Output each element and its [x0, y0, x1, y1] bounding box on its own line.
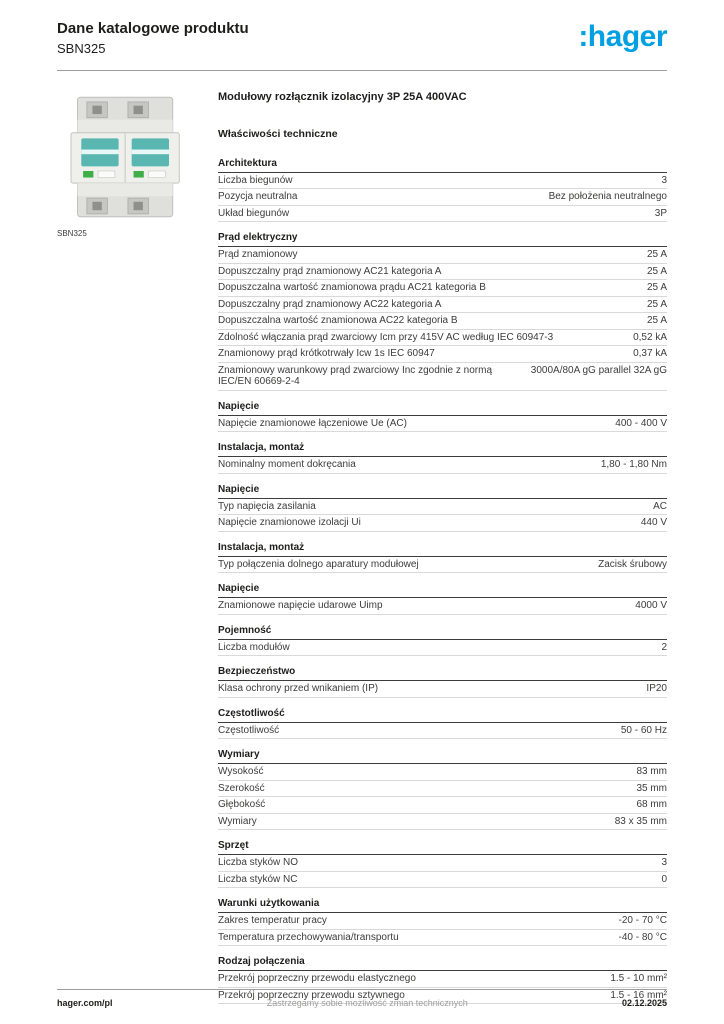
spec-value: Zacisk śrubowy — [598, 558, 667, 570]
spec-value: 68 mm — [636, 799, 667, 811]
main-content — [0, 71, 724, 1013]
spec-label: Liczba biegunów — [218, 174, 293, 186]
spec-row — [218, 247, 667, 264]
spec-row — [218, 499, 667, 516]
spec-value: 25 A — [646, 249, 667, 261]
specs-column — [218, 91, 667, 1013]
spec-label: Nominalny moment dokręcania — [218, 459, 356, 471]
spec-sections — [218, 156, 667, 1005]
spec-row — [218, 781, 667, 798]
spec-label: Dopuszczalny prąd znamionowy AC21 kategoria A — [218, 265, 442, 277]
section-title: Warunki użytkowania — [218, 896, 667, 913]
section-title: Wymiary — [218, 747, 667, 764]
spec-label: Dopuszczalna wartość znamionowa AC22 kategoria B — [218, 315, 458, 327]
spec-value: 0,37 kA — [633, 348, 667, 360]
spec-row — [218, 280, 667, 297]
spec-label: Znamionowy warunkowy prąd zwarciowy Inc zgodnie z normą IEC/EN 60669-2-4 — [218, 364, 493, 388]
spec-row — [218, 173, 667, 190]
section-title: Napięcie — [218, 399, 667, 416]
section-title: Prąd elektryczny — [218, 230, 667, 247]
spec-row — [218, 557, 667, 574]
spec-row — [218, 797, 667, 814]
page-title: Dane katalogowe produktu — [57, 20, 249, 37]
spec-value: 83 mm — [636, 766, 667, 778]
modular-switch-illustration — [57, 91, 197, 223]
spec-section — [218, 581, 667, 615]
spec-value: 3 — [661, 857, 667, 869]
footer-date: 02.12.2025 — [621, 998, 667, 1008]
spec-value: 83 x 35 mm — [614, 815, 667, 827]
header — [0, 0, 724, 56]
spec-value: 25 A — [646, 282, 667, 294]
spec-value: 400 - 400 V — [615, 417, 667, 429]
spec-section — [218, 230, 667, 391]
footer-website-link[interactable]: hager.com/pl — [57, 998, 113, 1008]
spec-row — [218, 313, 667, 330]
spec-label: Znamionowe napięcie udarowe Uimp — [218, 600, 383, 612]
footer — [57, 989, 667, 1008]
spec-value: 440 V — [640, 517, 667, 529]
product-image-caption: SBN325 — [57, 228, 87, 238]
spec-section — [218, 664, 667, 698]
spec-row — [218, 764, 667, 781]
spec-label: Częstotliwość — [218, 724, 280, 736]
product-image-column — [57, 91, 202, 238]
spec-value: 3000A/80A gG parallel 32A gG — [530, 364, 667, 376]
spec-label: Typ napięcia zasilania — [218, 500, 316, 512]
spec-section — [218, 156, 667, 223]
spec-label: Dopuszczalna wartość znamionowa prądu AC21 kategoria B — [218, 282, 486, 294]
spec-section — [218, 482, 667, 532]
spec-row — [218, 971, 667, 988]
spec-label: Liczba modułów — [218, 641, 290, 653]
spec-row — [218, 814, 667, 831]
spec-row — [218, 872, 667, 889]
spec-label: Przekrój poprzeczny przewodu sztywnego — [218, 989, 405, 1001]
spec-value: -40 - 80 °C — [618, 931, 667, 943]
spec-section — [218, 440, 667, 474]
spec-value: 3 — [661, 174, 667, 186]
spec-row — [218, 855, 667, 872]
spec-row — [218, 363, 667, 391]
spec-row — [218, 913, 667, 930]
spec-label: Znamionowy prąd krótkotrwały Icw 1s IEC 60947 — [218, 348, 435, 360]
spec-value: 25 A — [646, 315, 667, 327]
spec-label: Szerokość — [218, 782, 265, 794]
spec-label: Liczba styków NO — [218, 857, 299, 869]
spec-row — [218, 346, 667, 363]
spec-value: 35 mm — [636, 782, 667, 794]
spec-row — [218, 681, 667, 698]
spec-value: 25 A — [646, 265, 667, 277]
section-title: Bezpieczeństwo — [218, 664, 667, 681]
spec-label: Zdolność włączania prąd zwarciowy Icm przy 415V AC według IEC 60947-3 — [218, 331, 554, 343]
spec-section — [218, 896, 667, 946]
spec-value: 25 A — [646, 298, 667, 310]
spec-section — [218, 623, 667, 657]
spec-label: Przekrój poprzeczny przewodu elastycznego — [218, 973, 416, 985]
spec-label: Pozycja neutralna — [218, 191, 298, 203]
header-text — [57, 20, 249, 56]
spec-value: AC — [653, 500, 667, 512]
spec-label: Liczba styków NC — [218, 873, 298, 885]
section-title: Instalacja, montaż — [218, 540, 667, 557]
section-title: Sprzęt — [218, 838, 667, 855]
section-title: Architektura — [218, 156, 667, 173]
spec-row — [218, 723, 667, 740]
spec-label: Układ biegunów — [218, 207, 290, 219]
spec-section — [218, 838, 667, 888]
section-title: Instalacja, montaż — [218, 440, 667, 457]
spec-value: 0,52 kA — [633, 331, 667, 343]
spec-label: Wymiary — [218, 815, 257, 827]
spec-row — [218, 416, 667, 433]
spec-value: 2 — [661, 641, 667, 653]
spec-label: Głębokość — [218, 799, 266, 811]
spec-value: IP20 — [646, 683, 667, 695]
spec-row — [218, 930, 667, 947]
spec-label: Klasa ochrony przed wnikaniem (IP) — [218, 683, 379, 695]
section-title: Pojemność — [218, 623, 667, 640]
spec-value: -20 - 70 °C — [618, 915, 667, 927]
section-title: Częstotliwość — [218, 706, 667, 723]
spec-row — [218, 457, 667, 474]
spec-row — [218, 515, 667, 532]
spec-row — [218, 640, 667, 657]
footer-disclaimer: Zastrzegamy sobie możliwość zmian technicznych — [266, 998, 468, 1008]
spec-value: 3P — [654, 207, 667, 219]
spec-label: Dopuszczalny prąd znamionowy AC22 kategoria A — [218, 298, 442, 310]
spec-section — [218, 540, 667, 574]
spec-label: Napięcie znamionowe izolacji Ui — [218, 517, 361, 529]
spec-label: Wysokość — [218, 766, 264, 778]
spec-row — [218, 598, 667, 615]
spec-label: Zakres temperatur pracy — [218, 915, 327, 927]
spec-section — [218, 706, 667, 740]
spec-row — [218, 206, 667, 223]
spec-value: Bez położenia neutralnego — [548, 191, 667, 203]
section-title: Napięcie — [218, 581, 667, 598]
spec-label: Napięcie znamionowe łączeniowe Ue (AC) — [218, 417, 407, 429]
section-title: Rodzaj połączenia — [218, 954, 667, 971]
specs-title: Właściwości techniczne — [218, 127, 338, 140]
spec-label: Temperatura przechowywania/transportu — [218, 931, 399, 943]
hager-logo: :hager — [578, 20, 667, 53]
spec-label: Typ połączenia dolnego aparatury modułowej — [218, 558, 419, 570]
product-name: Modułowy rozłącznik izolacyjny 3P 25A 400VAC — [218, 90, 467, 103]
product-code: SBN325 — [57, 40, 106, 56]
spec-value: 50 - 60 Hz — [620, 724, 667, 736]
spec-row — [218, 297, 667, 314]
section-title: Napięcie — [218, 482, 667, 499]
spec-value: 1,80 - 1,80 Nm — [600, 459, 667, 471]
spec-row — [218, 189, 667, 206]
product-image — [57, 91, 197, 223]
spec-value: 4000 V — [635, 600, 667, 612]
spec-section — [218, 399, 667, 433]
spec-label: Prąd znamionowy — [218, 249, 298, 261]
spec-row — [218, 264, 667, 281]
spec-value: 1.5 - 16 mm² — [610, 989, 667, 1001]
spec-value: 0 — [661, 873, 667, 885]
spec-row — [218, 330, 667, 347]
spec-section — [218, 747, 667, 830]
spec-value: 1.5 - 10 mm² — [610, 973, 667, 985]
